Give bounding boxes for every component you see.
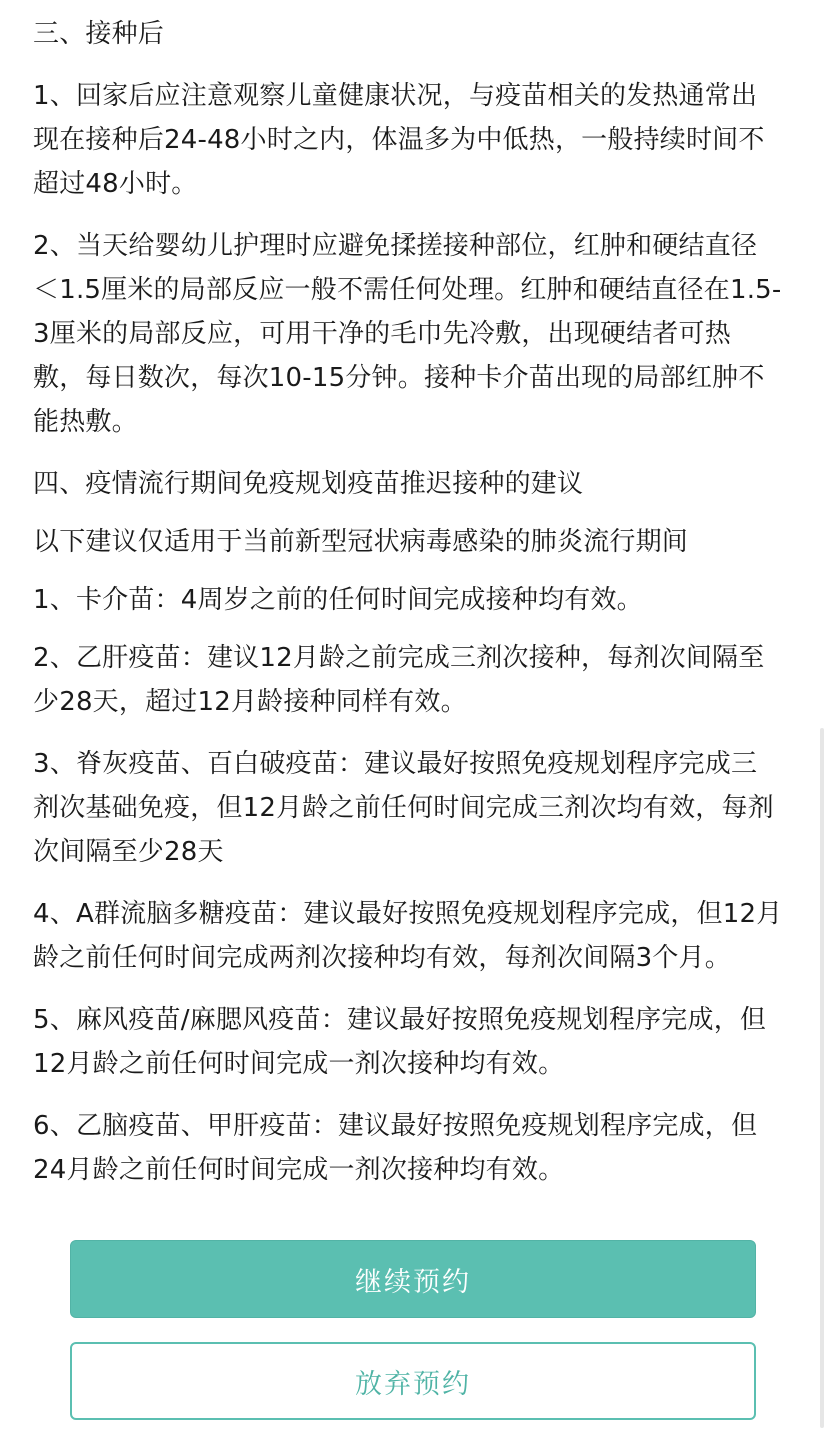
abandon-appointment-button[interactable]: 放弃预约 [70, 1342, 756, 1420]
advice-item-2: 2、乙肝疫苗：建议12月龄之前完成三剂次接种，每剂次间隔至少28天，超过12月龄接种同样有效。 [33, 643, 765, 717]
advice-item-1: 1、卡介苗：4周岁之前的任何时间完成接种均有效。 [33, 585, 643, 615]
continue-appointment-button[interactable]: 继续预约 [70, 1240, 756, 1318]
section3-title: 三、接种后 [33, 19, 165, 49]
section3-paragraph-2: 2、当天给婴幼儿护理时应避免揉搓接种部位，红肿和硬结直径＜1.5厘米的局部反应一般不需任何处理。红肿和硬结直径在1.5-3厘米的局部反应，可用干净的毛巾先冷敷，出现硬结者可热敷，每日数次，每次10-15分钟。接种卡介苗出现的局部红肿不能热敷。 [33, 231, 782, 437]
scrollbar[interactable] [820, 728, 824, 1428]
advice-item-6: 6、乙脑疫苗、甲肝疫苗：建议最好按照免疫规划程序完成，但24月龄之前任何时间完成一剂次接种均有效。 [33, 1111, 758, 1185]
section3-paragraph-1: 1、回家后应注意观察儿童健康状况，与疫苗相关的发热通常出现在接种后24-48小时之内，体温多为中低热，一般持续时间不超过48小时。 [33, 81, 765, 199]
advice-item-4: 4、A群流脑多糖疫苗：建议最好按照免疫规划程序完成，但12月龄之前任何时间完成两剂次接种均有效，每剂次间隔3个月。 [33, 899, 783, 973]
advice-item-5: 5、麻风疫苗/麻腮风疫苗：建议最好按照免疫规划程序完成，但12月龄之前任何时间完成一剂次接种均有效。 [33, 1005, 767, 1079]
section4-intro: 以下建议仅适用于当前新型冠状病毒感染的肺炎流行期间 [33, 527, 689, 557]
section4-title: 四、疫情流行期间免疫规划疫苗推迟接种的建议 [33, 469, 584, 499]
advice-item-3: 3、脊灰疫苗、百白破疫苗：建议最好按照免疫规划程序完成三剂次基础免疫，但12月龄之前任何时间完成三剂次均有效，每剂次间隔至少28天 [33, 749, 774, 867]
article-content [33, 12, 783, 1192]
